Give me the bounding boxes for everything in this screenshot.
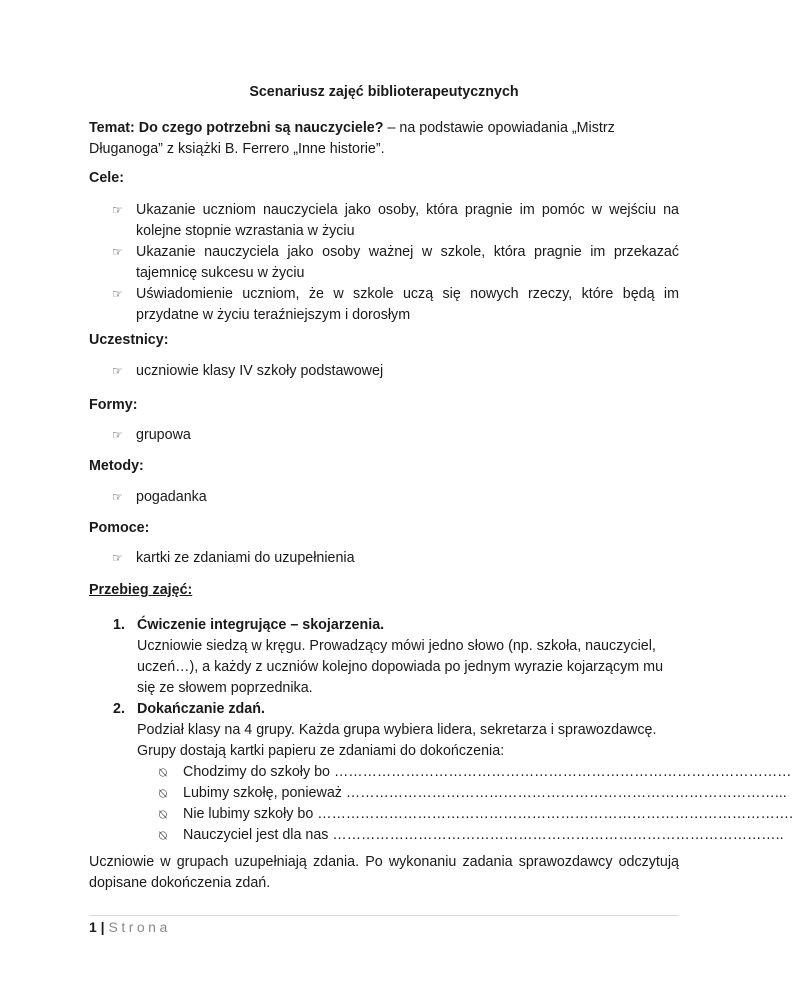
page-footer: [89, 917, 171, 938]
step-text: Uczniowie siedzą w kręgu. Prowadzący mówi jedno słowo (np. szkoła, nauczyciel, uczeń…), a każdy z uczniów kolejno dopowiada po jednym wyrazie kojarzącym mu się ze słowem poprzednika.: [137, 638, 664, 696]
footer-separator: |: [96, 919, 109, 935]
procedure-title: Przebieg zajęć:: [89, 582, 193, 598]
sentence-text: Nie lubimy szkoły bo ……………………………………………………………………………………….: [183, 806, 793, 822]
list-item: [159, 825, 784, 846]
pointing-hand-icon: ☞: [112, 551, 123, 565]
step-text: Podział klasy na 4 grupy. Każda grupa wybiera lidera, sekretarza i sprawozdawcę.: [137, 722, 657, 738]
list-item-text: Ukazanie nauczyciela jako osoby ważnej w szkole, która pragnie im przekazać tajemnicę sukcesu w życiu: [136, 244, 679, 281]
pointing-hand-icon: ☞: [112, 364, 123, 378]
list-item: [112, 361, 679, 382]
page-number: 1: [89, 919, 97, 935]
list-item: [159, 762, 792, 783]
list-item: [112, 548, 679, 569]
footer-divider: [89, 915, 679, 916]
uczestnicy-list: [112, 361, 679, 382]
topic-paragraph: [89, 118, 679, 160]
step-title: Ćwiczenie integrujące – skojarzenia.: [137, 617, 385, 633]
page-label: Strona: [108, 919, 171, 935]
pointing-hand-icon: ☞: [112, 287, 123, 301]
list-item: [112, 284, 679, 326]
step-title: Dokańczanie zdań.: [137, 701, 265, 717]
formy-list: [112, 425, 679, 446]
heading-formy: Formy:: [89, 397, 138, 413]
sentence-text: Nauczyciel jest dla nas …………………………………………………………………………………..: [183, 827, 784, 843]
leaf-icon: ⍉: [159, 765, 167, 780]
pointing-hand-icon: ☞: [112, 245, 123, 259]
list-item-text: kartki ze zdaniami do uzupełnienia: [136, 550, 355, 566]
pointing-hand-icon: ☞: [112, 428, 123, 442]
pointing-hand-icon: ☞: [112, 203, 123, 217]
leaf-icon: ⍉: [159, 807, 167, 822]
topic-label: Temat: Do czego potrzebni są nauczyciele?: [89, 120, 384, 136]
procedure-steps: [113, 615, 793, 846]
heading-pomoce: Pomoce:: [89, 520, 150, 536]
sentence-text: Chodzimy do szkoły bo ……………………………………………………………………………………: [183, 764, 792, 780]
list-item: [112, 242, 679, 284]
list-item: [112, 200, 679, 242]
cele-list: [112, 200, 679, 326]
closing-paragraph: Uczniowie w grupach uzupełniają zdania. Po wykonaniu zadania sprawozdawcy odczytują dopisane dokończenia zdań.: [89, 854, 679, 891]
leaf-icon: ⍉: [159, 786, 167, 801]
list-item-text: pogadanka: [136, 489, 207, 505]
pomoce-list: [112, 548, 679, 569]
step-1: [113, 615, 679, 699]
step-number: 1.: [113, 617, 125, 633]
leaf-icon: ⍉: [159, 828, 167, 843]
list-item-text: Uświadomienie uczniom, że w szkole uczą się nowych rzeczy, które będą im przydatne w życiu teraźniejszym i dorosłym: [136, 286, 679, 323]
topic-text: – na podstawie opowiadania „Mistrz Długanoga” z książki B. Ferrero „Inne historie”.: [89, 120, 615, 157]
step-number: 2.: [113, 701, 125, 717]
heading-uczestnicy: Uczestnicy:: [89, 332, 169, 348]
pointing-hand-icon: ☞: [112, 490, 123, 504]
list-item: [159, 804, 793, 825]
list-item: [112, 487, 679, 508]
step-text: Grupy dostają kartki papieru ze zdaniami do dokończenia:: [137, 743, 505, 759]
step-2: [113, 699, 793, 846]
list-item: [112, 425, 679, 446]
metody-list: [112, 487, 679, 508]
list-item: [159, 783, 787, 804]
heading-metody: Metody:: [89, 458, 144, 474]
document-title: Scenariusz zajęć biblioterapeutycznych: [249, 84, 519, 100]
list-item-text: uczniowie klasy IV szkoły podstawowej: [136, 363, 384, 379]
sentence-text: Lubimy szkołę, ponieważ ………………………………………………………………………………...: [183, 785, 787, 801]
heading-cele: Cele:: [89, 170, 124, 186]
list-item-text: Ukazanie uczniom nauczyciela jako osoby, która pragnie im pomóc w wejściu na kolejne stopnie wzrastania w życiu: [136, 202, 679, 239]
list-item-text: grupowa: [136, 427, 191, 443]
sentence-list: [137, 762, 793, 846]
